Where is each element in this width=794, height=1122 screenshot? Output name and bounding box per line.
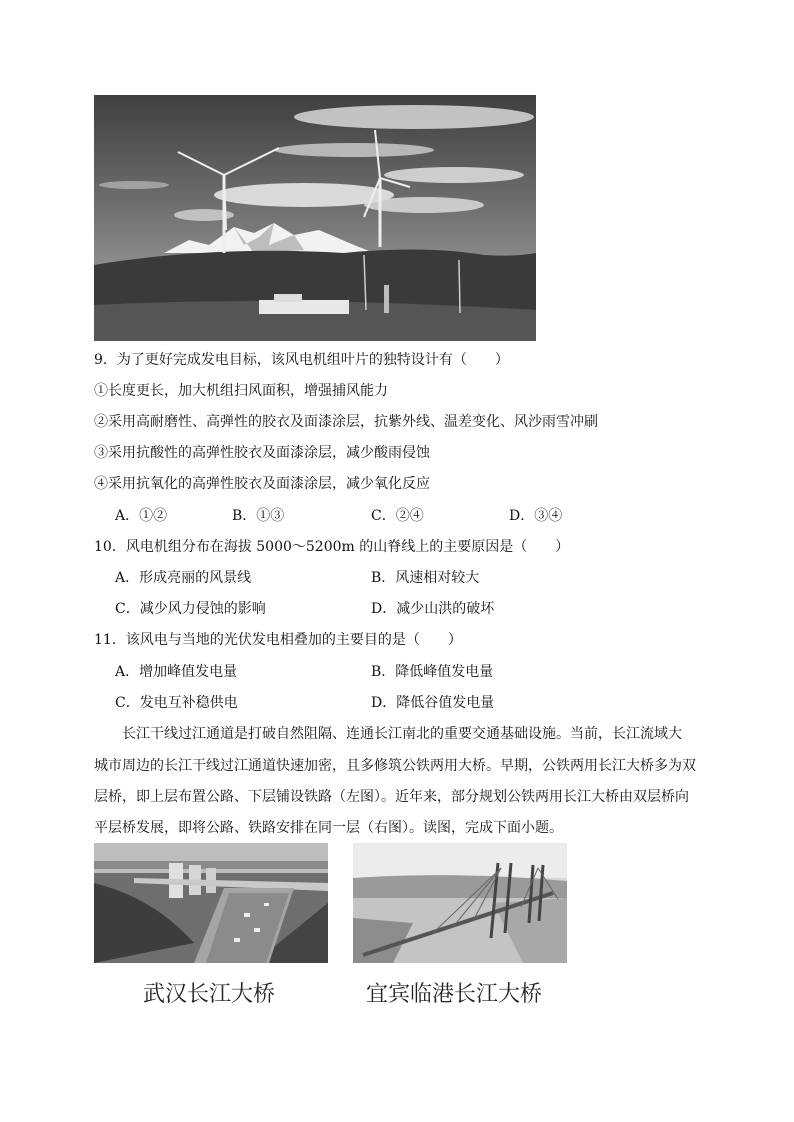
q10-stem: 10．风电机组分布在海拔 5000～5200m 的山脊线上的主要原因是（ ）	[94, 539, 570, 555]
caption-left: 武汉长江大桥	[143, 982, 276, 1007]
passage-line-2: 城市周边的长江干线过江通道快速加密，且多修筑公铁两用大桥。早期，公铁两用长江大桥多为双	[94, 758, 696, 774]
caption-right: 宜宾临港长江大桥	[366, 982, 543, 1007]
q9-stem: 9．为了更好完成发电目标，该风电机组叶片的独特设计有（ ）	[94, 352, 509, 368]
q9-option-d: D．③④	[509, 508, 563, 524]
q11-option-b: B．降低峰值发电量	[371, 664, 494, 680]
q9-option-b: B．①③	[232, 508, 285, 524]
q9-option-a: A．①②	[115, 508, 168, 524]
q10-option-a: A．形成亮丽的风景线	[115, 570, 252, 586]
q9-item-3: ③采用抗酸性的高弹性胶衣及面漆涂层，减少酸雨侵蚀	[94, 445, 430, 461]
passage-line-3: 层桥，即上层布置公路、下层铺设铁路（左图）。近年来，部分规划公铁两用长江大桥由双层桥向	[94, 789, 689, 805]
q11-option-d: D．降低谷值发电量	[371, 695, 495, 711]
q9-item-4: ④采用抗氧化的高弹性胶衣及面漆涂层，减少氧化反应	[94, 476, 430, 492]
passage-line-1: 长江干线过江通道是打破自然阻隔、连通长江南北的重要交通基础设施。当前，长江流域大	[122, 726, 682, 742]
passage-line-4: 平层桥发展，即将公路、铁路安排在同一层（右图）。读图，完成下面小题。	[94, 820, 563, 836]
q11-option-c: C．发电互补稳供电	[115, 695, 238, 711]
q11-stem: 11．该风电与当地的光伏发电相叠加的主要目的是（ ）	[94, 632, 462, 648]
q10-option-c: C．减少风力侵蚀的影响	[115, 601, 266, 617]
q10-option-d: D．减少山洪的破坏	[371, 601, 495, 617]
q9-item-1: ①长度更长，加大机组扫风面积，增强捕风能力	[94, 383, 388, 399]
yibin-bridge-photo	[353, 843, 567, 963]
wind-turbine-photo	[94, 95, 536, 341]
q9-option-c: C．②④	[371, 508, 424, 524]
q10-option-b: B．风速相对较大	[371, 570, 480, 586]
q9-item-2: ②采用高耐磨性、高弹性的胶衣及面漆涂层，抗紫外线、温差变化、风沙雨雪冲刷	[94, 414, 598, 430]
wuhan-bridge-photo	[94, 843, 328, 963]
q11-option-a: A．增加峰值发电量	[115, 664, 238, 680]
